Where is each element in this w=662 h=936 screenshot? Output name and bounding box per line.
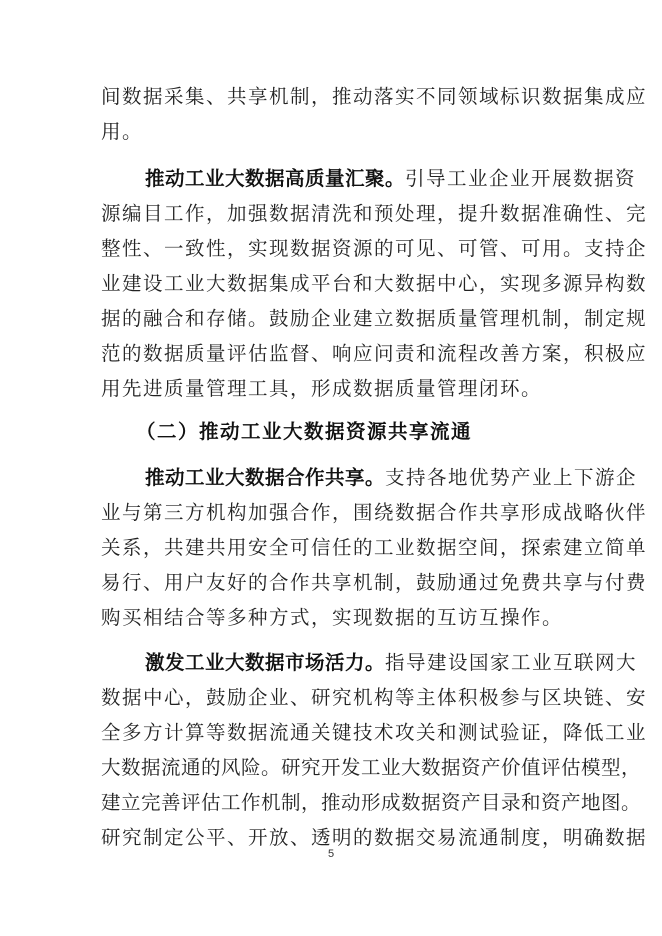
text-line: 据的融合和存储。鼓励企业建立数据质量管理机制，制定规 — [101, 307, 648, 330]
paragraph-lead: 激发工业大数据市场活力。 — [145, 651, 386, 674]
text-line: 业建设工业大数据集成平台和大数据中心，实现多源异构数 — [101, 272, 648, 295]
section-heading: （二）推动工业大数据资源共享流通 — [136, 420, 473, 443]
text-line: 间数据采集、共享机制，推动落实不同领域标识数据集成应 — [101, 85, 648, 108]
text-line: 数据中心，鼓励企业、研究机构等主体积极参与区块链、安 — [101, 686, 648, 709]
text-line: 推动工业大数据高质量汇聚。引导工业企业开展数据资 — [145, 167, 637, 190]
paragraph-lead: 推动工业大数据合作共享。 — [145, 466, 386, 489]
text-line: 建立完善评估工作机制，推动形成数据资产目录和资产地图。 — [101, 791, 642, 814]
text-line: 整性、一致性，实现数据资源的可见、可管、可用。支持企 — [101, 237, 648, 260]
page-number: 5 — [327, 848, 335, 860]
text-line: 推动工业大数据合作共享。支持各地优势产业上下游企 — [145, 466, 638, 489]
text-line: 范的数据质量评估监督、响应问责和流程改善方案，积极应 — [101, 342, 648, 365]
text-line: 大数据流通的风险。研究开发工业大数据资产价值评估模型， — [101, 756, 642, 779]
text-line: 业与第三方机构加强合作，围绕数据合作共享形成战略伙伴 — [101, 501, 648, 524]
text-line: 用先进质量管理工具，形成数据质量管理闭环。 — [101, 377, 543, 400]
text-line: 激发工业大数据市场活力。指导建设国家工业互联网大 — [145, 651, 638, 674]
text-line: 易行、用户友好的合作共享机制，鼓励通过免费共享与付费 — [101, 571, 648, 594]
text-line: 研究制定公平、开放、透明的数据交易流通制度，明确数据 — [101, 826, 648, 849]
text-line: 用。 — [101, 120, 144, 143]
text-line: 关系，共建共用安全可信任的工业数据空间，探索建立简单 — [101, 536, 648, 559]
text-line: 源编目工作，加强数据清洗和预处理，提升数据准确性、完 — [101, 202, 648, 225]
text-line: 购买相结合等多种方式，实现数据的互访互操作。 — [101, 606, 564, 629]
paragraph-lead: 推动工业大数据高质量汇聚。 — [145, 167, 406, 190]
text-line: 全多方计算等数据流通关键技术攻关和测试验证，降低工业 — [101, 721, 648, 744]
